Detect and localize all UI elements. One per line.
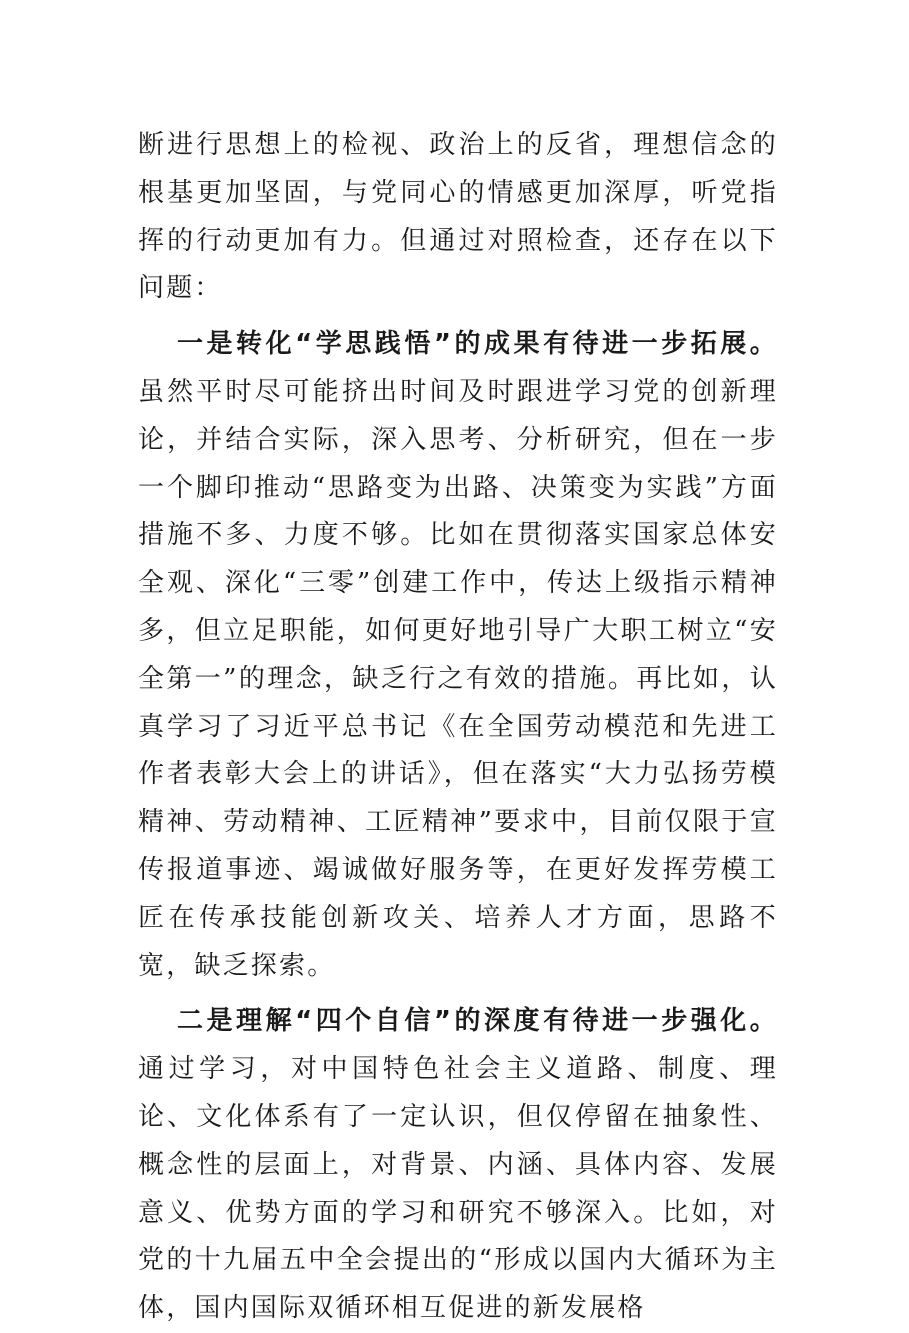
paragraph-heading: 一是转化“学思践悟”的成果有待进一步拓展。 [177,329,778,360]
document-body [138,122,778,1333]
paragraph-text: 通过学习，对中国特色社会主义道路、制度、理论、文化体系有了一定认识，但仅停留在抽象性、概念性的层面上，对背景、内涵、具体内容、发展意义、优势方面的学习和研究不够深入。比如，对党的十九届五中全会提出的“形成以国内大循环为主体，国内国际双循环相互促进的新发展格 [138,1054,778,1324]
paragraph-point-two [138,998,778,1333]
paragraph-text: 断进行思想上的检视、政治上的反省，理想信念的根基更加坚固，与党同心的情感更加深厚，听党指挥的行动更加有力。但通过对照检查，还存在以下问题： [138,130,778,304]
paragraph-text: 虽然平时尽可能挤出时间及时跟进学习党的创新理论，并结合实际，深入思考、分析研究，但在一步一个脚印推动“思路变为出路、决策变为实践”方面措施不多、力度不够。比如在贯彻落实国家总体安全观、深化“三零”创建工作中，传达上级指示精神多，但立足职能，如何更好地引导广大职工树立“安全第一”的理念，缺乏行之有效的措施。再比如，认真学习了习近平总书记《在全国劳动模范和先进工作者表彰大会上的讲话》，但在落实“大力弘扬劳模精神、劳动精神、工匠精神”要求中，目前仅限于宣传报道事迹、竭诚做好服务等，在更好发挥劳模工匠在传承技能创新攻关、培养人才方面，思路不宽，缺乏探索。 [138,376,778,981]
paragraph-heading: 二是理解“四个自信”的深度有待进一步强化。 [177,1006,778,1037]
paragraph-intro [138,122,778,313]
paragraph-point-one [138,321,778,990]
